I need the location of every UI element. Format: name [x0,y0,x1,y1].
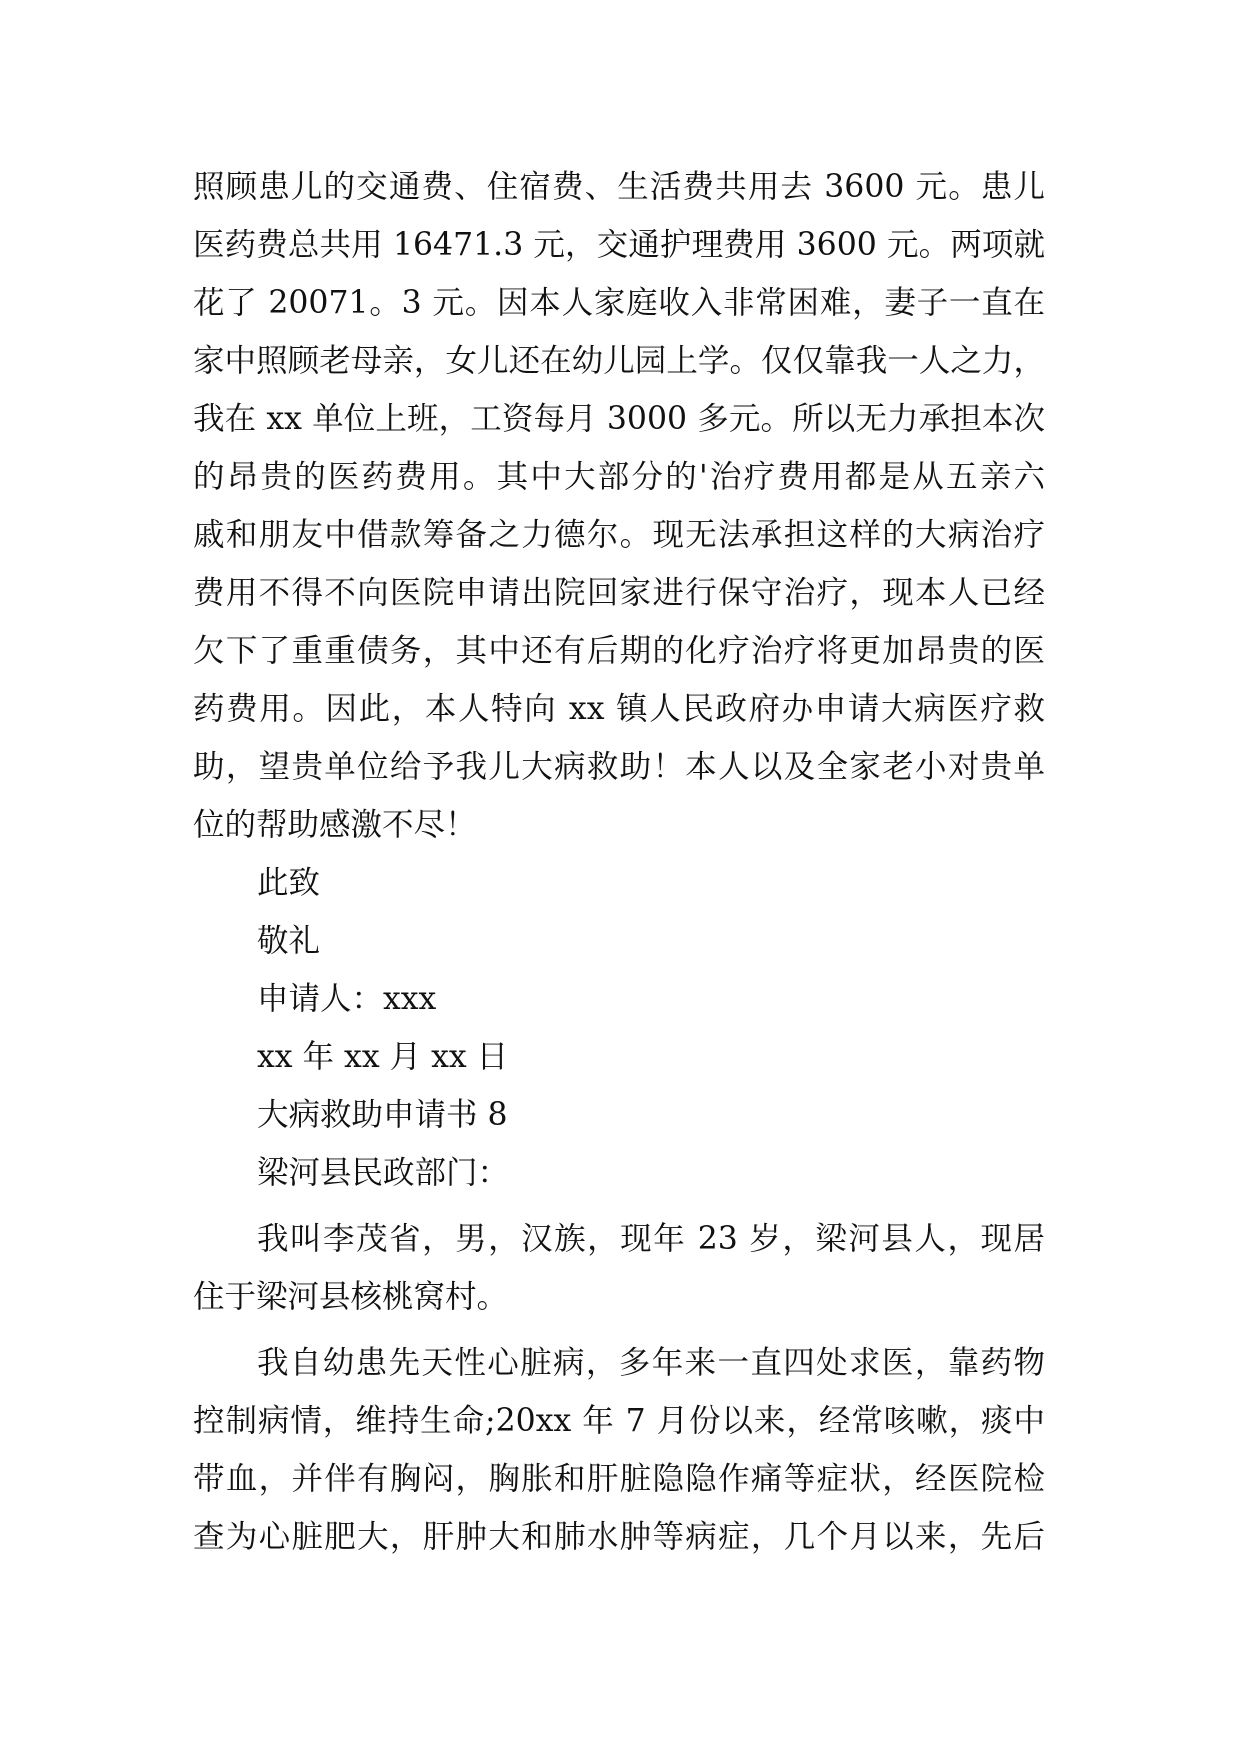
salutation-ci-zhi: 此致 [257,865,321,901]
salutation-jing-li: 敬礼 [257,923,321,959]
text-line: 位的帮助感激不尽！ [193,807,477,843]
document-body [193,158,1045,1566]
text-line: 住于梁河县核桃窝村。 [193,1279,509,1315]
text-line: 花了 20071。3 元。因本人家庭收入非常困难，妻子一直在 [193,285,1045,321]
text-line: 医药费总共用 16471.3 元，交通护理费用 3600 元。两项就 [193,227,1045,263]
paragraph-introduction [193,1210,1045,1326]
recipient-line: 梁河县民政部门： [257,1155,510,1191]
closing-block [193,854,1045,1086]
paragraph-medical-history [193,1334,1045,1566]
text-line: 戚和朋友中借款筹备之力德尔。现无法承担这样的大病治疗 [193,517,1045,553]
text-line: 药费用。因此，本人特向 xx 镇人民政府办申请大病医疗救 [193,691,1045,727]
paragraph-expenses [193,158,1045,854]
text-line: 欠下了重重债务，其中还有后期的化疗治疗将更加昂贵的医 [193,633,1045,669]
text-line: 我在 xx 单位上班，工资每月 3000 多元。所以无力承担本次 [193,401,1045,437]
applicant-signature: 申请人：xxx [257,981,437,1017]
text-line: 照顾患儿的交通费、住宿费、生活费共用去 3600 元。患儿 [193,169,1045,205]
section-title: 大病救助申请书 8 [257,1097,508,1133]
text-line: 带血，并伴有胸闷，胸胀和肝脏隐隐作痛等症状，经医院检 [193,1461,1045,1497]
text-line: 费用不得不向医院申请出院回家进行保守治疗，现本人已经 [193,575,1045,611]
text-line: 查为心脏肥大，肝肿大和肺水肿等病症，几个月以来，先后 [193,1519,1045,1555]
text-line: 助，望贵单位给予我儿大病救助！本人以及全家老小对贵单 [193,749,1045,785]
text-line: 我自幼患先天性心脏病，多年来一直四处求医，靠药物 [257,1345,1045,1381]
text-line: 的昂贵的医药费用。其中大部分的'治疗费用都是从五亲六 [193,459,1045,495]
text-line: 我叫李茂省，男，汉族，现年 23 岁，梁河县人，现居 [257,1221,1045,1257]
text-line: 家中照顾老母亲，女儿还在幼儿园上学。仅仅靠我一人之力， [193,343,1045,379]
application-date: xx 年 xx 月 xx 日 [257,1039,509,1075]
text-line: 控制病情，维持生命;20xx 年 7 月份以来，经常咳嗽，痰中 [193,1403,1045,1439]
